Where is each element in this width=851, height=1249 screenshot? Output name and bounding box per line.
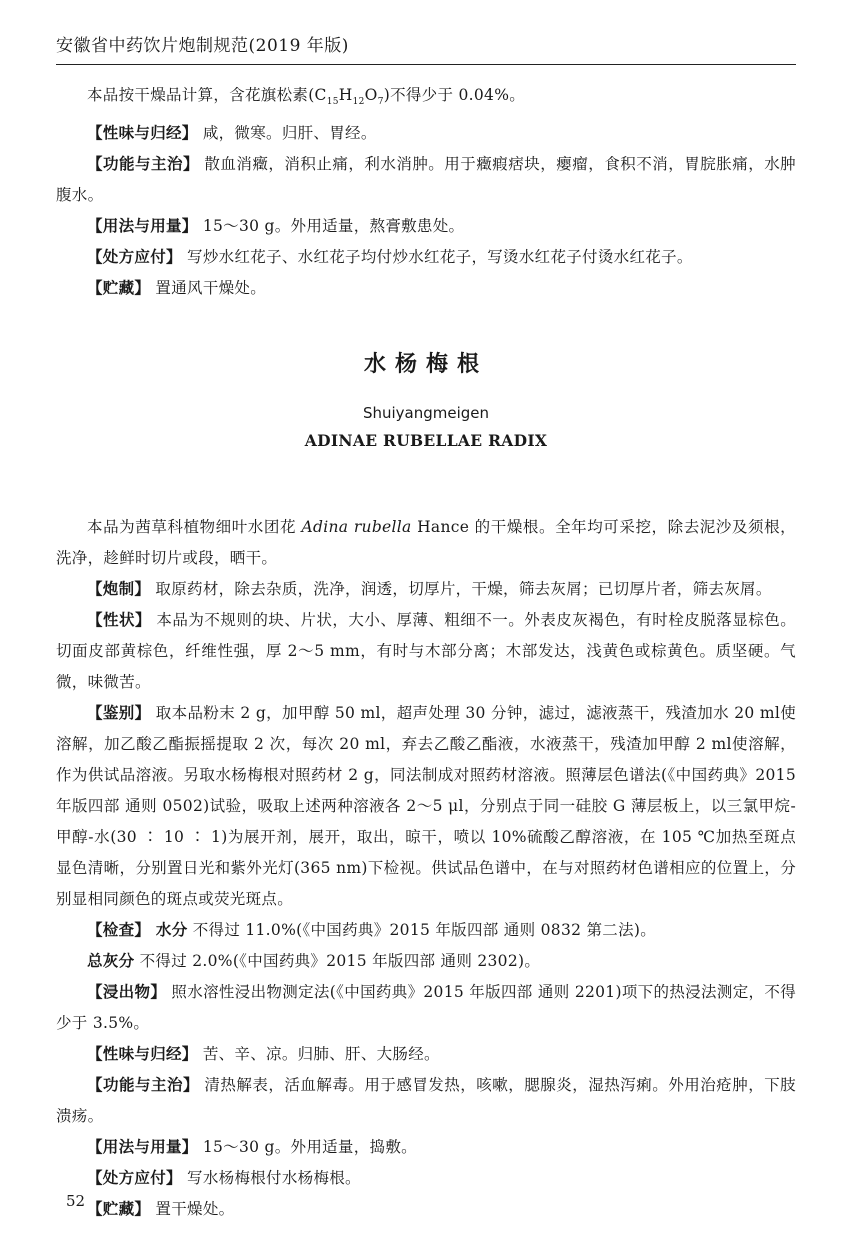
- section-text: 本品为不规则的块、片状，大小、厚薄、粗细不一。外表皮灰褐色，有时栓皮脱落显棕色。切面皮部黄棕色，纤维性强，厚 2～5 mm，有时与木部分离；木部发达，浅黄色或棕黄色。质坚硬。气微，味微苦。: [56, 611, 796, 692]
- section-text: 不得过 2.0%(《中国药典》2015 年版四部 通则 2302)。: [134, 952, 541, 971]
- prev-dosage: [56, 211, 796, 242]
- dosage-paragraph: [56, 1132, 796, 1163]
- prev-property: [56, 118, 796, 149]
- processing-paragraph: [56, 574, 796, 605]
- property-paragraph: [56, 1039, 796, 1070]
- ash-paragraph: [56, 946, 796, 977]
- section-text: 15～30 g。外用适量，捣敷。: [197, 1138, 417, 1157]
- section-text: 写炒水红花子、水红花子均付炒水红花子，写烫水红花子付烫水红花子。: [181, 248, 693, 267]
- formula-o: O: [364, 86, 378, 104]
- page-content: [56, 80, 796, 1225]
- prev-function: [56, 149, 796, 211]
- section-text: 写水杨梅根付水杨梅根。: [181, 1169, 361, 1188]
- inspection-paragraph: [56, 915, 796, 946]
- formula-sub-h: 12: [352, 97, 365, 108]
- section-label: 【性味与归经】: [87, 124, 198, 143]
- assay-text-after: )不得少于 0.04%。: [383, 86, 526, 104]
- section-label: 【用法与用量】: [87, 1138, 198, 1157]
- page-number: 52: [66, 1192, 86, 1210]
- section-label: 【处方应付】: [87, 248, 182, 267]
- function-paragraph: [56, 1070, 796, 1132]
- section-label: 【浸出物】: [87, 983, 167, 1002]
- section-label: 【性味与归经】: [87, 1045, 198, 1064]
- section-text: 不得过 11.0%(《中国药典》2015 年版四部 通则 0832 第二法)。: [187, 921, 657, 940]
- monograph-pinyin: Shuiyangmeigen: [362, 404, 490, 423]
- identification-paragraph: [56, 698, 796, 915]
- subsection-label: 总灰分: [87, 952, 135, 971]
- formula-sub-c: 15: [326, 97, 339, 108]
- assay-text-before: 本品按干燥品计算，含花旗松素(C: [87, 86, 327, 104]
- section-text: 散血消癥，消积止痛，利水消肿。用于癥瘕痞块，瘿瘤，食积不消，胃脘胀痛，水肿腹水。: [56, 155, 796, 205]
- formula-sub-o: 7: [377, 97, 384, 108]
- source-paragraph: [56, 512, 796, 574]
- monograph-title: 水杨梅根: [363, 352, 488, 378]
- prev-storage: [56, 273, 796, 304]
- extract-paragraph: [56, 977, 796, 1039]
- prev-assay: [56, 80, 796, 118]
- prescription-paragraph: [56, 1163, 796, 1194]
- formula-h: H: [338, 86, 353, 104]
- section-label: 【功能与主治】: [87, 155, 199, 174]
- section-text: 取本品粉末 2 g，加甲醇 50 ml，超声处理 30 分钟，滤过，滤液蒸干，残渣加水 20 ml使溶解，加乙酸乙酯振摇提取 2 次，每次 20 ml，弃去乙酸乙酯液，水液蒸干，残渣加甲醇 2 ml使溶解，作为供试品溶液。另取水杨梅根对照药材 2 g，同法制成对照药材溶液。照薄层色谱法(《中国药典》2015 年版四部 通则 0502)试验，吸取上述两种溶液各 2～5 μl，分别点于同一硅胶 G 薄层板上，以三氯甲烷-甲醇-水(30 ∶ 10 ∶ 1)为展开剂，展开，取出，晾干，喷以 10%硫酸乙醇溶液，在 105 ℃加热至斑点显色清晰，分别置日光和紫外光灯(365 nm)下检视。供试品色谱中，在与对照药材色谱相应的位置上，分别显相同颜色的斑点或荧光斑点。: [56, 704, 796, 909]
- section-text: 置干燥处。: [150, 1200, 235, 1219]
- section-text: 苦、辛、凉。归肺、肝、大肠经。: [197, 1045, 440, 1064]
- running-header: [56, 30, 796, 65]
- section-label: 【炮制】: [87, 580, 151, 599]
- section-text: 15～30 g。外用适量，熬膏敷患处。: [197, 217, 465, 236]
- section-label: 【功能与主治】: [87, 1076, 199, 1095]
- plant-latin-name: Adina rubella: [301, 518, 412, 537]
- monograph-latin-name: ADINAE RUBELLAE RADIX: [304, 431, 548, 451]
- monograph-heading: [56, 350, 796, 452]
- section-label: 【性状】: [87, 611, 151, 630]
- section-label: 【用法与用量】: [87, 217, 198, 236]
- section-text: 置通风干燥处。: [150, 279, 267, 298]
- subsection-label: 水分: [150, 921, 188, 940]
- section-text: 咸，微寒。归肝、胃经。: [197, 124, 377, 143]
- section-text: 清热解表，活血解毒。用于感冒发热，咳嗽，腮腺炎，湿热泻痢。外用治疮肿，下肢溃疡。: [56, 1076, 796, 1126]
- storage-paragraph: [56, 1194, 796, 1225]
- source-text-after: Hance 的干燥根。全年均可采挖，除去泥沙及须根，洗净，趁鲜时切片或段，晒干。: [56, 518, 796, 568]
- header-title: 安徽省中药饮片炮制规范(2019 年版): [56, 36, 349, 56]
- section-text: 照水溶性浸出物测定法(《中国药典》2015 年版四部 通则 2201)项下的热浸法测定，不得少于 3.5%。: [56, 983, 796, 1033]
- section-label: 【鉴别】: [87, 704, 151, 723]
- section-label: 【检查】: [87, 921, 151, 940]
- source-text-before: 本品为茜草科植物细叶水团花: [87, 518, 302, 537]
- character-paragraph: [56, 605, 796, 698]
- section-text: 取原药材，除去杂质，洗净，润透，切厚片，干燥，筛去灰屑；已切厚片者，筛去灰屑。: [150, 580, 772, 599]
- section-label: 【处方应付】: [87, 1169, 182, 1188]
- section-label: 【贮藏】: [87, 1200, 151, 1219]
- section-label: 【贮藏】: [87, 279, 151, 298]
- prev-prescription: [56, 242, 796, 273]
